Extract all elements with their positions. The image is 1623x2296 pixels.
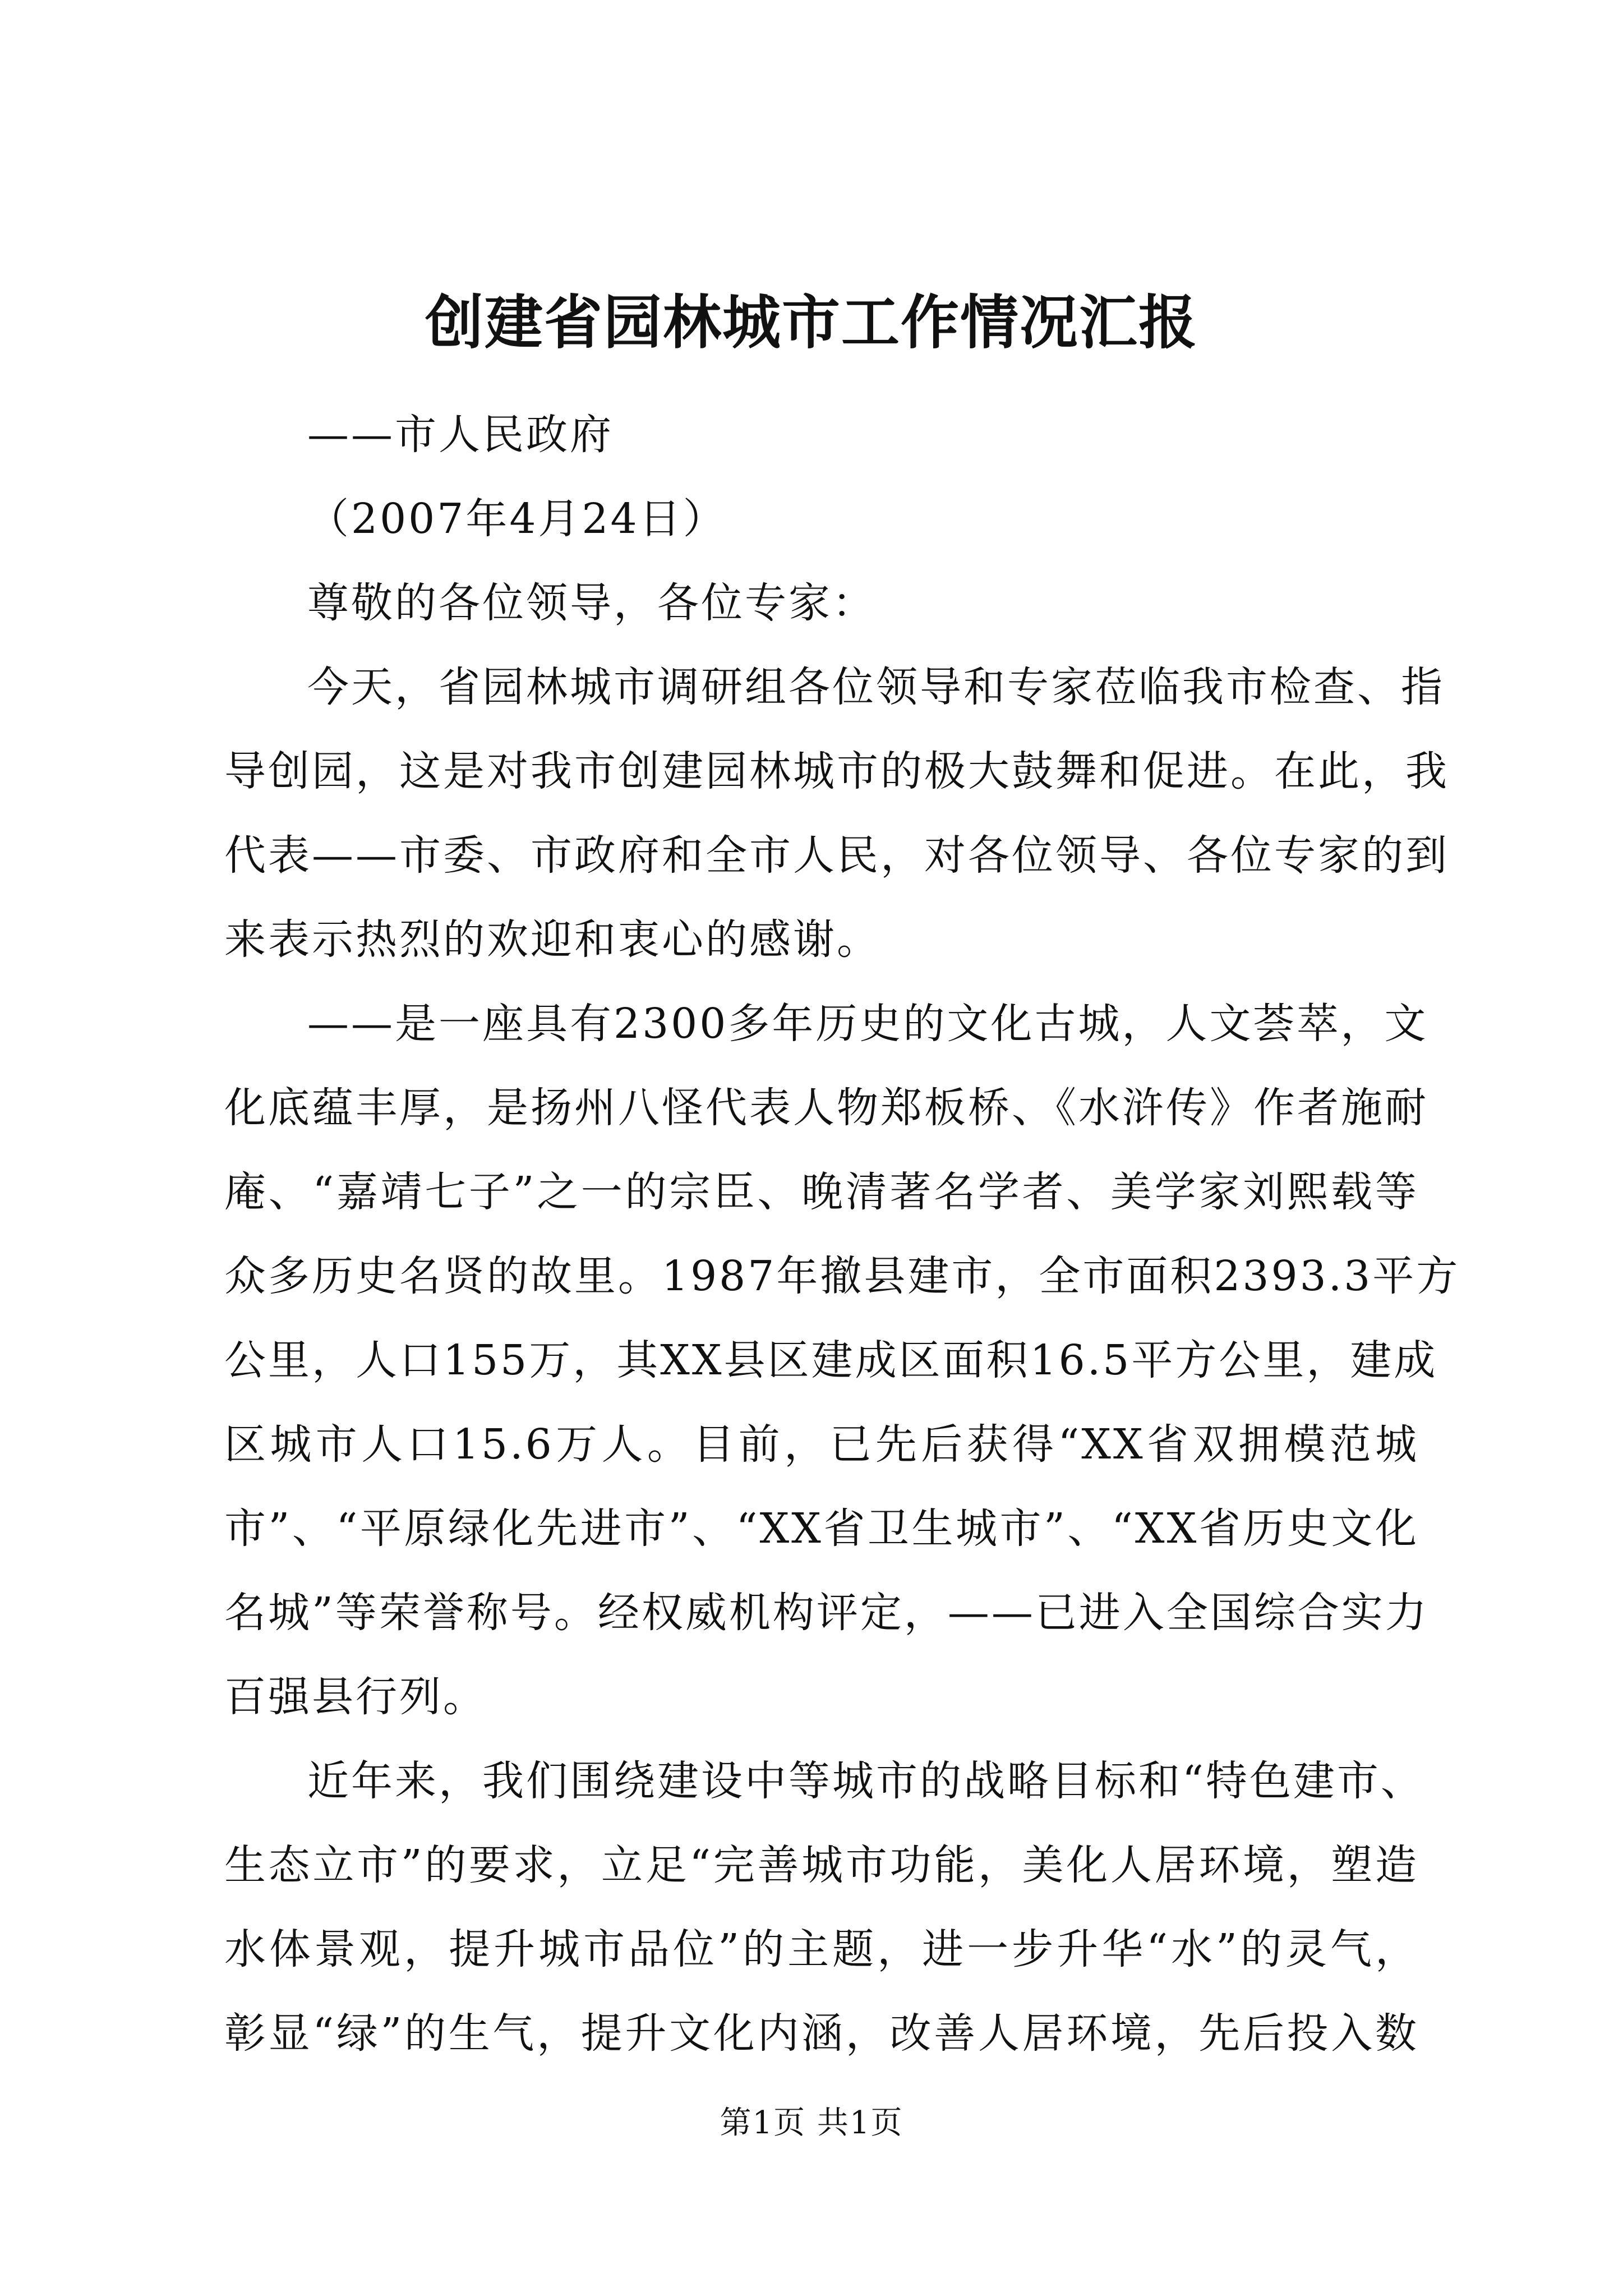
paragraph-3-line-1: 近年来，我们围绕建设中等城市的战略目标和“特色建市、 — [307, 1757, 1424, 1805]
date-line: （2007年4月24日） — [307, 495, 727, 543]
paragraph-3-line-3: 水体景观，提升城市品位”的主题，进一步升华“水”的灵气， — [224, 1925, 1419, 1973]
document-title: 创建省园林城市工作情况汇报 — [425, 288, 1198, 357]
paragraph-2-line-6: 区城市人口15.6万人。目前，已先后获得“XX省双拥模范城 — [224, 1420, 1419, 1469]
paragraph-2-line-1: ——是一座具有2300多年历史的文化古城，人文荟萃，文 — [307, 1000, 1428, 1048]
paragraph-2-line-3: 庵、“嘉靖七子”之一的宗臣、晚清著名学者、美学家刘熙载等 — [224, 1168, 1419, 1216]
paragraph-2-line-2: 化底蕴丰厚，是扬州八怪代表人物郑板桥、《水浒传》作者施耐 — [224, 1084, 1428, 1132]
page-footer: 第1页 共1页 — [720, 2105, 903, 2141]
paragraph-2-line-4: 众多历史名贤的故里。1987年撤县建市，全市面积2393.3平方 — [224, 1252, 1460, 1300]
author-line: ——市人民政府 — [307, 411, 614, 459]
document-body — [224, 393, 1460, 2076]
paragraph-2-line-8: 名城”等荣誉称号。经权威机构评定，——已进入全国综合实力 — [224, 1589, 1429, 1637]
paragraph-2-line-9: 百强县行列。 — [224, 1673, 487, 1721]
paragraph-2-line-7: 市”、“平原绿化先进市”、“XX省卫生城市”、“XX省历史文化 — [224, 1504, 1419, 1553]
paragraph-1-line-3: 代表——市委、市政府和全市人民，对各位领导、各位专家的到 — [224, 831, 1449, 880]
paragraph-2-line-5: 公里，人口155万，其XX县区建成区面积16.5平方公里，建成 — [224, 1336, 1438, 1384]
paragraph-1-line-1: 今天，省园林城市调研组各位领导和专家莅临我市检查、指 — [307, 663, 1445, 711]
salutation-line: 尊敬的各位领导，各位专家： — [307, 579, 876, 627]
paragraph-1-line-2: 导创园，这是对我市创建园林城市的极大鼓舞和促进。在此，我 — [224, 747, 1449, 795]
paragraph-3-line-2: 生态立市”的要求，立足“完善城市功能，美化人居环境，塑造 — [224, 1841, 1419, 1889]
paragraph-3-line-4: 彰显“绿”的生气，提升文化内涵，改善人居环境，先后投入数 — [224, 2009, 1419, 2058]
paragraph-1-line-4: 来表示热烈的欢迎和衷心的感谢。 — [224, 915, 880, 964]
